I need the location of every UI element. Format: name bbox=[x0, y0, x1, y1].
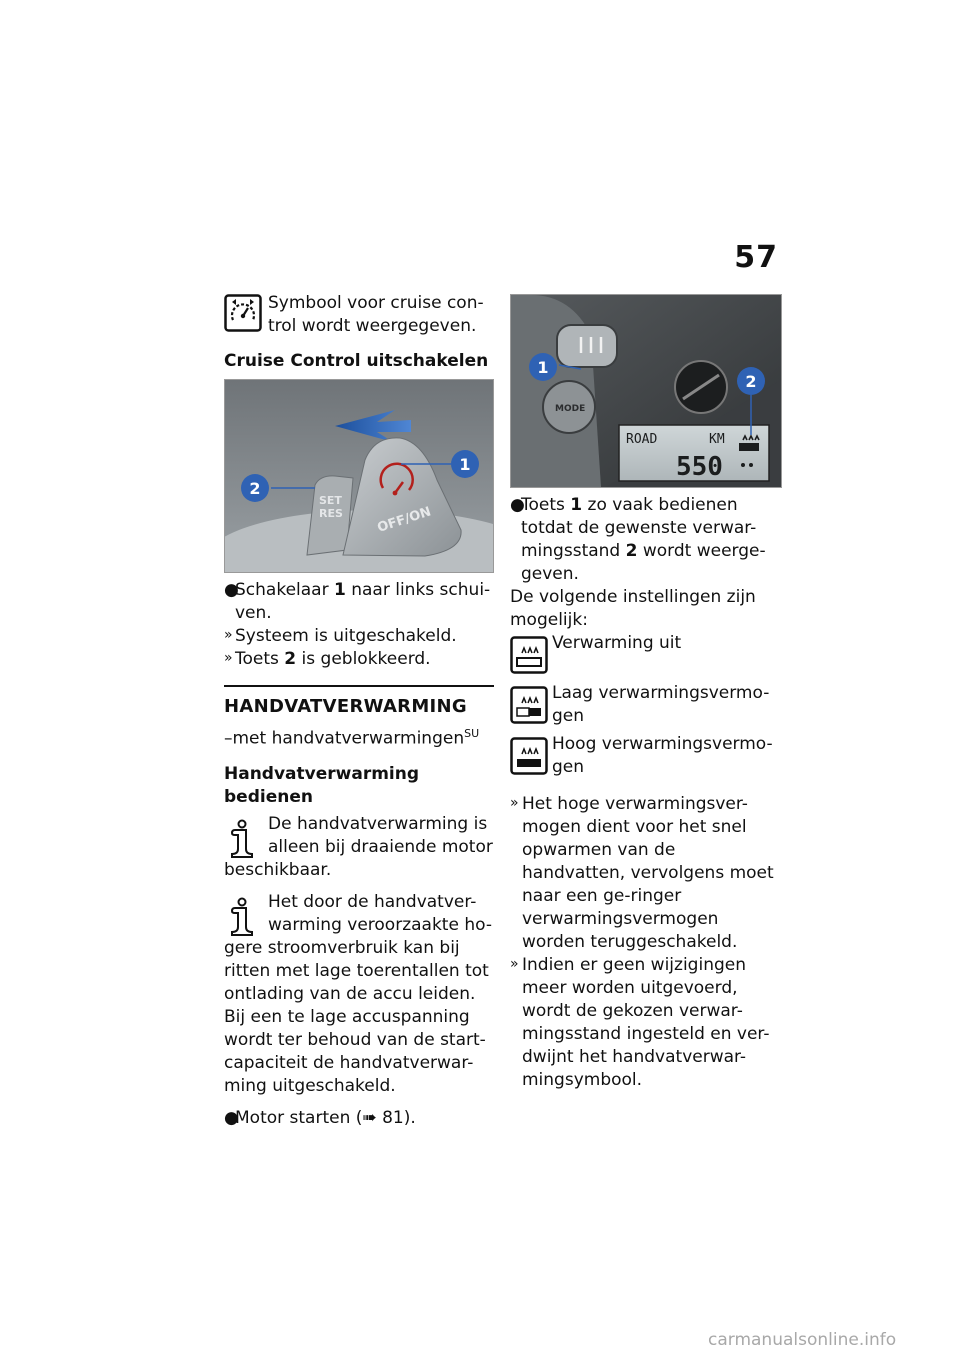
result-arrow-icon: » bbox=[224, 627, 233, 643]
svg-text:1: 1 bbox=[459, 455, 471, 474]
section-divider bbox=[224, 685, 494, 687]
page-number: 57 bbox=[734, 240, 778, 275]
cruise-control-icon bbox=[224, 294, 262, 332]
cruise-off-heading: Cruise Control uitschakelen bbox=[224, 351, 489, 371]
grip-heating-high-icon bbox=[510, 737, 548, 775]
info2-first: Het door de handvatver-warming veroorzaakte ho- bbox=[268, 891, 492, 935]
svg-text:1: 1 bbox=[537, 358, 549, 377]
option-code: SU bbox=[464, 727, 480, 740]
info1-first: De handvatverwarming is alleen bij draaiende motor bbox=[268, 813, 493, 857]
off-on-label: OFF/ON bbox=[375, 504, 434, 536]
result-arrow-icon: » bbox=[510, 795, 519, 811]
result-arrow-icon: » bbox=[510, 956, 519, 972]
svg-text:2: 2 bbox=[745, 372, 757, 391]
setting-low-text: Laag verwarmingsvermo-gen bbox=[552, 683, 770, 726]
setting-high-text: Hoog verwarmingsvermo-gen bbox=[552, 734, 773, 777]
cruise-switch-figure bbox=[224, 379, 494, 573]
lcd-km: KM bbox=[709, 432, 725, 447]
grip-heating-off-icon bbox=[510, 636, 548, 674]
settings-intro: De volgende instellingen zijn mogelijk: bbox=[510, 587, 756, 630]
page-ref-arrow-icon: ➠ bbox=[362, 1107, 377, 1128]
info-icon bbox=[228, 819, 258, 859]
cruise-symbol-text: Symbool voor cruise con-trol wordt weergegeven. bbox=[268, 293, 484, 336]
cruise-symbol-note bbox=[224, 292, 494, 338]
step-switch-left: ● Schakelaar 1 naar links schui-ven. bbox=[224, 580, 491, 623]
left-column bbox=[224, 292, 494, 1130]
setting-off bbox=[510, 632, 782, 680]
info-note-2 bbox=[224, 891, 494, 1098]
setting-low bbox=[510, 682, 782, 728]
step-press-button: ● Toets 1 zo vaak bedienen totdat de gewenste verwar-mingsstand 2 wordt weerge-geven. bbox=[510, 495, 766, 584]
result-system-off: » Systeem is uitgeschakeld. bbox=[224, 626, 457, 646]
heated-grips-figure bbox=[510, 294, 782, 488]
section-title: HANDVATVERWARMING bbox=[224, 696, 467, 717]
info2-rest: gere stroomverbruik kan bij ritten met lage toerentallen tot ontlading van de accu leiden. Bij een te lage accuspanning wordt ter behoud van de start-capaciteit de handvatverwar-ming uitgeschakeld. bbox=[224, 937, 489, 1096]
setting-off-text: Verwarming uit bbox=[552, 633, 682, 653]
set-label: SET bbox=[319, 494, 342, 507]
bullet-icon: ● bbox=[510, 495, 525, 515]
info1-rest: beschikbaar. bbox=[224, 859, 332, 880]
grip-heating-low-icon bbox=[510, 686, 548, 724]
info-note-1 bbox=[224, 813, 494, 882]
step-start-engine: ● Motor starten (➠ 81). bbox=[224, 1107, 416, 1128]
result-button-blocked: » Toets 2 is geblokkeerd. bbox=[224, 649, 431, 669]
mode-label: MODE bbox=[555, 404, 586, 414]
svg-text:2: 2 bbox=[249, 479, 261, 498]
result-no-change: » Indien er geen wijzigingen meer worden uitgevoerd, wordt de gekozen verwar-mingsstand ingesteld en ver-dwijnt het handvatverwar-mingsymbool. bbox=[510, 955, 770, 1090]
lcd-odometer: 550 bbox=[676, 452, 723, 482]
result-arrow-icon: » bbox=[224, 650, 233, 666]
right-column bbox=[510, 294, 782, 1092]
res-label: RES bbox=[319, 507, 343, 520]
setting-high bbox=[510, 733, 782, 779]
lcd-road: ROAD bbox=[626, 432, 658, 447]
dash: – bbox=[224, 728, 233, 749]
operate-heading: Handvatverwarming bedienen bbox=[224, 763, 420, 807]
bullet-icon: ● bbox=[224, 580, 239, 600]
option-line: –met handvatverwarmingen$^{SU}$ bbox=[224, 727, 480, 749]
info-icon bbox=[228, 897, 258, 937]
bullet-icon: ● bbox=[224, 1107, 239, 1128]
result-high-power: » Het hoge verwarmingsver-mogen dient voor het snel opwarmen van de handvatten, vervolgens moet naar een ge-ringer verwarmingsvermogen worden teruggeschakeld. bbox=[510, 794, 774, 952]
watermark: carmanualsonline.info bbox=[708, 1330, 897, 1350]
page-ref[interactable]: 81 bbox=[382, 1107, 404, 1128]
